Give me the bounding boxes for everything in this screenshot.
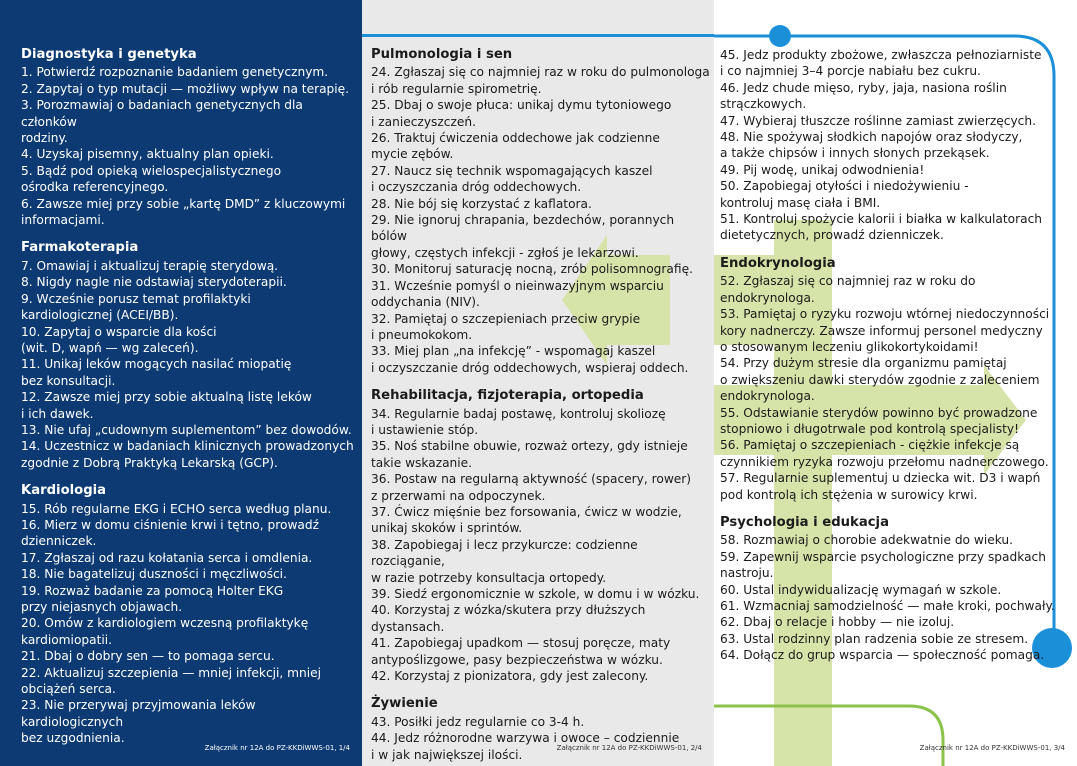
list-item: 44. Jedz różnorodne warzywa i owoce – codziennie i w jak największej ilości. [371,731,680,762]
list-item: 13. Nie ufaj „cudownym suplementom” bez dowodów. [21,422,352,437]
list-item: 61. Wzmacniaj samodzielność — małe kroki, pochwały. [720,599,1055,613]
section-pharmacotherapy [21,240,356,471]
page-footer: Załącznik nr 12A do PZ-KKDiWWS-01, 3/4 [919,744,1065,752]
list-item: 6. Zawsze miej przy sobie „kartę DMD” z kluczowymi informacjami. [21,196,346,228]
page-3-content [720,47,1072,676]
list-item: 21. Dbaj o dobry sen — to pomaga sercu. [21,649,275,664]
list-item: 52. Zgłaszaj się co najmniej raz w roku do endokrynologa. [720,274,976,305]
section-nutrition-continued [720,47,1072,244]
list-item: 28. Nie bój się korzystać z kaflatora. [371,196,592,211]
page-footer: Załącznik nr 12A do PZ-KKDiWWS-01, 2/4 [556,744,702,752]
list-item: 8. Nigdy nagle nie odstawiaj sterydoterapii. [21,275,287,290]
list-item: 59. Zapewnij wsparcie psychologiczne przy spadkach nastroju. [720,549,1046,581]
list-item: 56. Pamiętaj o szczepieniach - ciężkie infekcje są czynnikiem ryzyka rozwoju przełomu nadnerczowego. [720,438,1049,469]
list-item: 35. Noś stabilne obuwie, rozważ ortezy, gdy istnieje takie wskazanie. [371,439,688,470]
list-item: 64. Dołącz do grup wsparcia — społeczność pomaga. [720,648,1045,663]
list-item: 26. Traktuj ćwiczenia oddechowe jak codzienne mycie zębów. [371,131,660,162]
section-title: Żywienie [371,696,438,712]
list-item: 38. Zapobiegaj i lecz przykurcze: codzienne rozciąganie, w razie potrzeby konsultacja ortopedy. [371,537,638,585]
list-item: 42. Korzystaj z pionizatora, gdy jest zalecony. [371,669,649,684]
list-item: 31. Wcześnie pomyśl o nieinwazyjnym wsparciu oddychania (NIV). [371,278,664,310]
list-item: 57. Regularnie suplementuj u dziecka wit. D3 i wapń pod kontrolą ich stężenia w surowicy krwi. [720,471,1041,502]
list-item: 45. Jedz produkty zbożowe, zwłaszcza pełnoziarniste i co najmniej 3–4 porcje nabiału bez cukru. [720,48,1042,79]
list-item: 40. Korzystaj z wózka/skutera przy dłuższych dystansach. [371,603,646,634]
section-title: Pulmonologia i sen [371,47,513,62]
page-1-panel [0,0,362,766]
list-item: 58. Rozmawiaj o chorobie adekwatnie do wieku. [720,533,1014,548]
list-item: 12. Zawsze miej przy sobie aktualną listę leków i ich dawek. [21,390,312,421]
list-item: 46. Jedz chude mięso, ryby, jaja, nasiona roślin strączkowych. [720,80,1007,112]
list-item: 16. Mierz w domu ciśnienie krwi i tętno, prowadź dzienniczek. [21,517,320,549]
section-title: Diagnostyka i genetyka [21,47,197,62]
list-item: 27. Naucz się technik wspomagających kaszel i oczyszczania dróg oddechowych. [371,163,653,195]
list-item: 51. Kontroluj spożycie kalorii i białka w kalkulatorach dietetycznych, prowadź dzienniczek. [720,212,1043,243]
list-item: 18. Nie bagatelizuj duszności i męczliwości. [21,567,287,582]
list-item: 14. Uczestnicz w badaniach klinicznych prowadzonych zgodnie z Dobrą Praktyką Lekarską (GCP). [21,439,354,470]
list-item: 29. Nie ignoruj chrapania, bezdechów, porannych bólów głowy, częstych infekcji - zgłoś je lekarzowi. [371,213,675,260]
list-item: 49. Pij wodę, unikaj odwodnienia! [720,162,925,177]
list-item: 63. Ustal rodzinny plan radzenia sobie ze stresem. [720,631,1029,646]
section-rehabilitation [371,388,711,684]
section-pulmonology [371,47,711,376]
list-item: 54. Przy dużym stresie dla organizmu pamiętaj o zwiększeniu dawki sterydów zgodnie z zaleceniem endokrynologa. [720,356,1040,404]
list-item: 22. Aktualizuj szczepienia — mniej infekcji, mniej obciążeń serca. [21,665,322,697]
page-2-content [371,47,711,766]
section-title: Rehabilitacja, fizjoterapia, ortopedia [371,388,644,404]
list-item: 36. Postaw na regularną aktywność (spacery, rower) z przerwami na odpoczynek. [371,472,692,503]
list-item: 37. Ćwicz mięśnie bez forsowania, ćwicz w wodzie, unikaj skoków i sprintów. [371,504,682,536]
page-1-content [21,47,356,759]
page-2-panel [362,0,714,766]
list-item: 48. Nie spożywaj słodkich napojów oraz słodyczy, a także chipsów i innych słonych przekąsek. [720,130,1023,161]
section-psychology [720,515,1072,664]
list-item: 47. Wybieraj tłuszcze roślinne zamiast zwierzęcych. [720,113,1036,128]
section-endocrinology [720,256,1072,503]
section-title: Psychologia i edukacja [720,514,889,530]
list-item: 32. Pamiętaj o szczepieniach przeciw grypie i pneumokokom. [371,311,641,342]
section-title: Endokrynologia [720,255,836,271]
list-item: 24. Zgłaszaj się co najmniej raz w roku do pulmonologa i rób regularnie spirometrię. [371,65,710,96]
list-item: 17. Zgłaszaj od razu kołatania serca i omdlenia. [21,550,313,565]
list-item: 7. Omawiaj i aktualizuj terapię sterydową. [21,258,279,273]
list-item: 30. Monitoruj saturację nocną, zrób polisomnografię. [371,262,693,277]
list-item: 11. Unikaj leków mogących nasilać miopatię bez konsultacji. [21,357,292,388]
section-cardiology [21,483,356,747]
page-footer: Załącznik nr 12A do PZ-KKDiWWS-01, 1/4 [204,744,350,752]
list-item: 62. Dbaj o relacje i hobby — nie izoluj. [720,615,955,630]
list-item: 1. Potwierdź rozpoznanie badaniem genetycznym. [21,65,329,80]
list-item: 3. Porozmawiaj o badaniach genetycznych dla członków rodziny. [21,98,303,146]
list-item: 25. Dbaj o swoje płuca: unikaj dymu tytoniowego i zanieczyszczeń. [371,98,672,129]
section-diagnostics [21,47,356,228]
list-item: 34. Regularnie badaj postawę, kontroluj skoliozę i ustawienie stóp. [371,406,666,437]
list-item: 2. Zapytaj o typ mutacji — możliwy wpływ na terapię. [21,81,350,96]
list-item: 23. Nie przerywaj przyjmowania leków kardiologicznych bez uzgodnienia. [21,698,256,746]
list-item: 20. Omów z kardiologiem wczesną profilaktykę kardiomiopatii. [21,616,309,647]
page-3-panel [714,0,1077,766]
section-nutrition [371,696,711,763]
section-title: Kardiologia [21,483,107,499]
list-item: 60. Ustal indywidualizację wymagań w szkole. [720,582,1002,597]
section-title: Farmakoterapia [21,240,139,256]
list-item: 55. Odstawianie sterydów powinno być prowadzone stopniowo i długotrwale pod kontrolą specjalisty! [720,405,1038,436]
list-item: 39. Siedź ergonomicznie w szkole, w domu i w wózku. [371,587,700,601]
list-item: 5. Bądź pod opieką wielospecjalistycznego ośrodka referencyjnego. [21,163,282,195]
list-item: 53. Pamiętaj o ryzyku rozwoju wtórnej niedoczynności kory nadnerczy. Zawsze informuj personel medyczny o stosowanym leczeniu glikokortykoidami! [720,307,1050,354]
list-item: 41. Zapobiegaj upadkom — stosuj poręcze, maty antypoślizgowe, pasy bezpieczeństwa w wózku. [371,636,671,667]
list-item: 10. Zapytaj o wsparcie dla kości (wit. D, wapń — wg zaleceń). [21,324,217,355]
list-item: 4. Uzyskaj pisemny, aktualny plan opieki. [21,147,274,162]
list-item: 33. Miej plan „na infekcję” - wspomagaj kaszel i oczyszczanie dróg oddechowych, wspieraj oddech. [371,344,689,375]
list-item: 50. Zapobiegaj otyłości i niedożywieniu - kontroluj masę ciała i BMI. [720,179,969,210]
list-item: 15. Rób regularne EKG i ECHO serca według planu. [21,501,332,516]
list-item: 43. Posiłki jedz regularnie co 3-4 h. [371,714,585,729]
list-item: 19. Rozważ badanie za pomocą Holter EKG przy niejasnych objawach. [21,583,284,614]
list-item: 9. Wcześnie porusz temat profilaktyki kardiologicznej (ACEI/BB). [21,291,251,323]
